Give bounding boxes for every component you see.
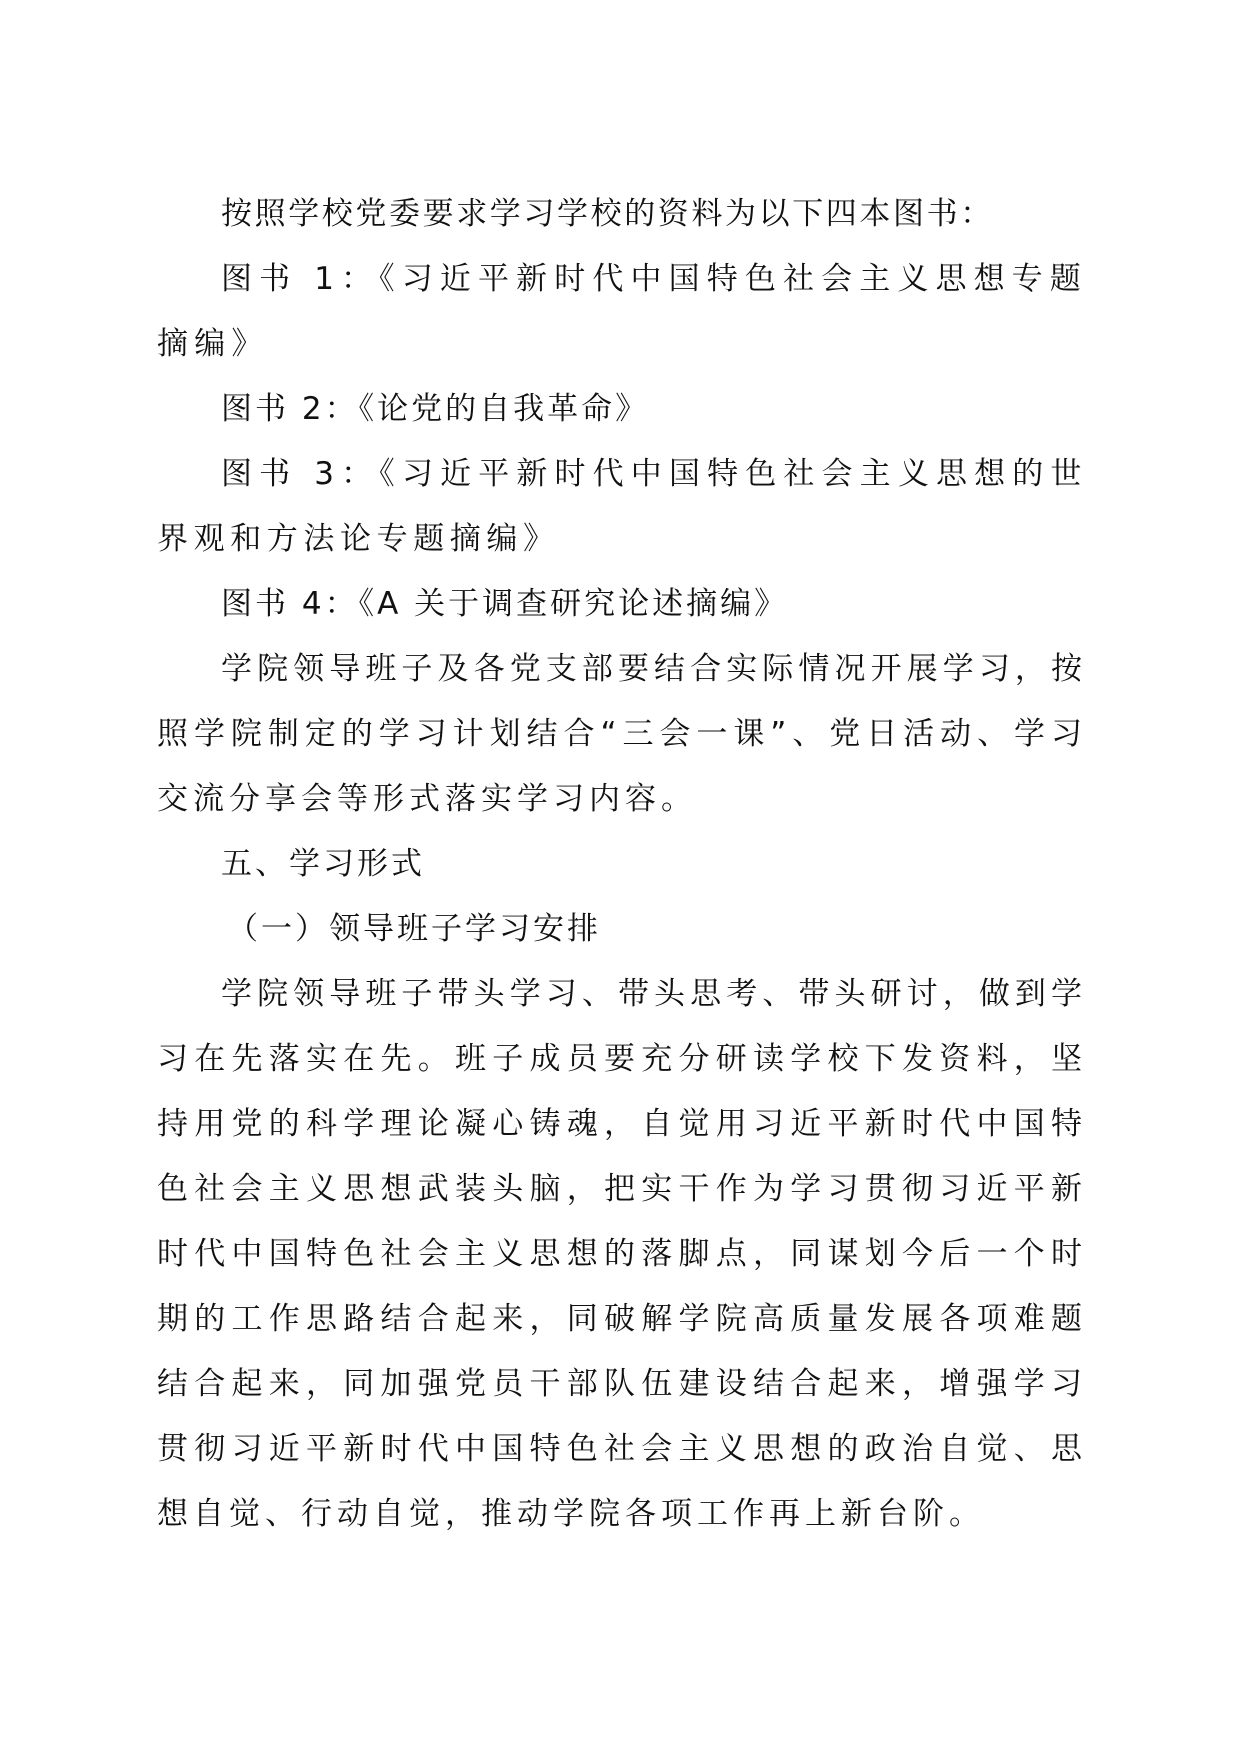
intro-paragraph: 按照学校党委要求学习学校的资料为以下四本图书： <box>221 196 994 232</box>
subsection-heading: （一）领导班子学习安排 <box>227 911 601 947</box>
document-body <box>157 182 1087 1547</box>
leadership-study-paragraph: 学院领导班子带头学习、带头思考、带头研讨，做到学习在先落实在先。班子成员要充分研读学校下发资料，坚持用党的科学理论凝心铸魂，自觉用习近平新时代中国特色社会主义思想武装头脑，把实干作为学习贯彻习近平新时代中国特色社会主义思想的落脚点，同谋划今后一个时期的工作思路结合起来，同破解学院高质量发展各项难题结合起来，同加强党员干部队伍建设结合起来，增强学习贯彻习近平新时代中国特色社会主义思想的政治自觉、思想自觉、行动自觉，推动学院各项工作再上新台阶。 <box>157 976 1087 1532</box>
book-2-paragraph: 图书 2：《论党的自我革命》 <box>221 391 650 427</box>
book-1-paragraph: 图书 1：《习近平新时代中国特色社会主义思想专题摘编》 <box>157 261 1087 362</box>
book-4-paragraph: 图书 4：《A 关于调查研究论述摘编》 <box>221 586 789 622</box>
section-heading: 五、学习形式 <box>221 846 425 882</box>
study-arrangement-paragraph: 学院领导班子及各党支部要结合实际情况开展学习，按照学院制定的学习计划结合“三会一课”、党日活动、学习交流分享会等形式落实学习内容。 <box>157 651 1087 817</box>
book-3-paragraph: 图书 3：《习近平新时代中国特色社会主义思想的世界观和方法论专题摘编》 <box>157 456 1087 557</box>
